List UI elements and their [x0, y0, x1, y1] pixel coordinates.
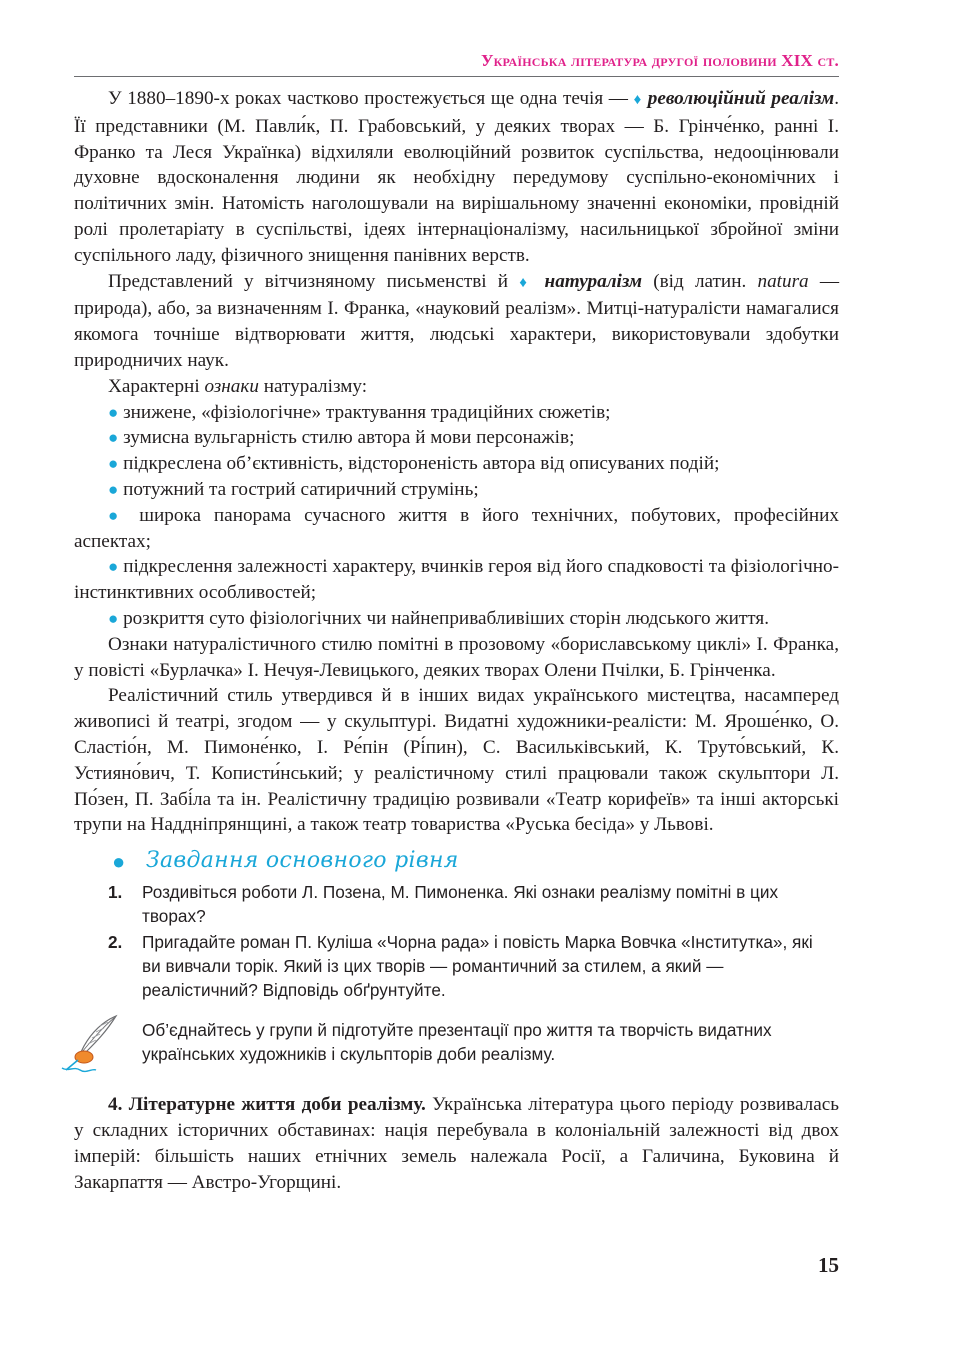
bullet-icon: ●	[112, 849, 126, 875]
paragraph-naturalism-examples: Ознаки натуралістичного стилю помітні в прозовому «бориславському циклі» І. Франка, у повісті «Бурлачка» І. Нечуя-Левицького, деяких творах Олени Пчілки, Б. Грінченка.	[74, 633, 839, 681]
diamond-icon: ♦	[519, 274, 534, 291]
term-features: ознаки	[204, 375, 259, 397]
list-item	[74, 554, 839, 606]
quill-pen-icon	[58, 1012, 122, 1076]
tasks-header	[74, 848, 839, 878]
list-item-text: потужний та гострий сатиричний струмінь;	[123, 478, 479, 500]
task-text: Роздивіться роботи Л. Позена, М. Пимоненка. Які ознаки реалізму помітні в цих творах?	[142, 882, 779, 927]
bullet-icon: ●	[108, 454, 119, 474]
section-4-paragraph	[74, 1092, 839, 1195]
bullet-icon: ●	[108, 428, 119, 448]
text-run: Представлений у вітчизняному письменстві й	[108, 270, 520, 292]
list-item	[74, 425, 839, 451]
list-item-text: підкреслена об’єктивність, відстороненість автора від описуваних подій;	[123, 453, 720, 475]
list-item	[74, 930, 839, 1002]
paragraph-naturalism	[74, 269, 839, 374]
list-item-text: підкреслення залежності характеру, вчинків героя від його спадковості та фізіологічно-інстинктивних особливостей;	[74, 556, 840, 604]
term-naturalism: натуралізм	[544, 270, 643, 292]
bullet-icon: ●	[108, 402, 119, 422]
text-run: . Її представники (М. Павли́к, П. Грабовський, у деяких творах — Б. Грінче́нко, ранні І. Франко та Леся Українка) відхиляли еволюційний розвиток суспільства, недооцінювали духовне вдосконалення людини як необхідну передумову суспільно-економічних і політичних змін. Натомість наголошували на вирішальному значенні економіки, провідній ролі пролетаріату в суспільстві, ідеях інтернаціоналізму, насильницької збройної зміни суспільного ладу, фізичного знищення панівних верств.	[74, 88, 839, 266]
paragraph-realism-arts: Реалістичний стиль утвердився й в інших видах українського мистецтва, насамперед живописі й театрі, згодом — у скульптурі. Видатні художники-реалісти: М. Яроше́нко, О. Сластіо́н, М. Пимоне́нко, І. Ре́пін (Рі́пин), С. Васильківський, К. Труто́вський, К. Устияно́вич, Т. Кописти́нський; у реалістичному стилі працювали також скульптори Л. По́зен, П. Забі́ла та ін. Реалістичну традицію розвивали «Театр корифеїв» та інші акторські трупи на Наддніпрянщині, а також театр товариства «Руська бесіда» у Львові.	[74, 685, 839, 836]
group-task	[74, 1018, 839, 1074]
section-4-heading: 4. Літературне життя доби реалізму.	[108, 1094, 426, 1116]
task-number: 2.	[108, 932, 123, 953]
page-number: 15	[818, 1253, 839, 1277]
list-item	[74, 503, 839, 555]
bullet-icon: ●	[108, 479, 119, 499]
list-item	[74, 880, 839, 928]
section-4-text: Українська література цього періоду розвивалась у складних історичних обставинах: нація перебувала в колоніальній залежності від двох імперій: більшість наших етнічних земель належала Росії, а Галичина, Буковина й Закарпаття — Австро-Угорщині.	[74, 1094, 840, 1193]
running-head	[74, 48, 839, 77]
term-revolutionary-realism: революційний реалізм	[647, 88, 835, 109]
list-item	[74, 451, 839, 477]
list-item	[74, 606, 839, 632]
text-run: — природа), або, за визначенням І. Франка, «науковий реалізм». Митці-натуралісти намагалися якомога точніше відтворювати життя, людські характери, використовували здобутки природничих наук.	[74, 270, 840, 371]
list-item	[74, 400, 839, 426]
tasks-list	[74, 880, 839, 1002]
task-number: 1.	[108, 882, 123, 903]
page-content	[74, 86, 839, 1195]
paragraph-revolutionary-realism	[74, 86, 839, 269]
text-run: (від латин.	[642, 270, 758, 292]
text-run: Характерні	[108, 375, 205, 397]
diamond-icon: ♦	[633, 92, 643, 108]
running-title: Українська література другої половини XIX ст.	[480, 51, 839, 70]
list-item	[74, 477, 839, 503]
tasks-title: Завдання основного рівня	[146, 848, 459, 874]
text-run: У 1880–1890-х роках частково простежується ще одна течія —	[108, 88, 634, 109]
features-list	[74, 400, 839, 632]
list-item-text: знижене, «фізіологічне» трактування традиційних сюжетів;	[123, 401, 611, 423]
list-item-text: широка панорама сучасного життя в його технічних, побутових, професійних аспектах;	[74, 504, 839, 552]
group-task-text: Об’єднайтесь у групи й підготуйте презентації про життя та творчість видатних українських художників і скульпторів доби реалізму.	[142, 1020, 772, 1065]
term-latin: natura	[757, 270, 809, 292]
bullet-icon: ●	[108, 557, 119, 577]
bullet-icon: ●	[108, 608, 119, 628]
task-text: Пригадайте роман П. Куліша «Чорна рада» і повість Марка Вовчка «Інститутка», які ви вивчали торік. Який із цих творів — романтичний за стилем, а який — реалістичний? Відповідь обґрунтуйте.	[142, 932, 813, 1001]
list-item-text: зумисна вульгарність стилю автора й мови персонажів;	[123, 427, 575, 449]
list-item-text: розкриття суто фізіологічних чи найнепривабливіших сторін людського життя.	[123, 607, 770, 629]
paragraph-features-intro	[74, 374, 839, 400]
bullet-icon: ●	[108, 505, 127, 525]
text-run: натуралізму:	[258, 375, 368, 397]
